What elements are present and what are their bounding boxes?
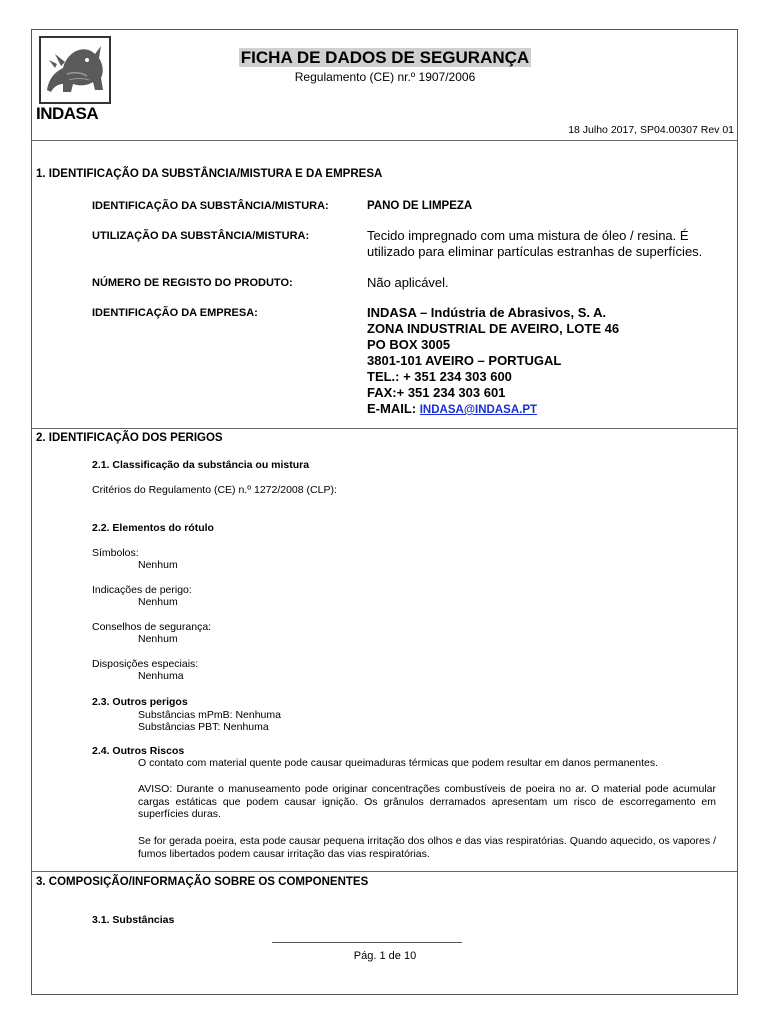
subsection-3-1-title: 3.1. Substâncias xyxy=(92,914,175,926)
section-1-divider xyxy=(31,428,738,429)
special-provisions-label: Disposições especiais: xyxy=(92,658,199,670)
value-substance-use: Tecido impregnado com uma mistura de óleo / resina. É utilizado para eliminar partículas estranhas de superfícies. xyxy=(367,228,703,259)
risk-paragraph-3: Se for gerada poeira, esta pode causar pequena irritação dos olhos e das vias respiratórias. Quando aquecido, os vapores / fumos libertados podem causar irritação das vias respiratórias. xyxy=(138,835,716,860)
hazard-statements-value: Nenhum xyxy=(138,596,178,608)
company-tel: TEL.: + 351 234 303 600 xyxy=(367,369,512,384)
company-pobox: PO BOX 3005 xyxy=(367,337,451,352)
section-3-heading: 3. COMPOSIÇÃO/INFORMAÇÃO SOBRE OS COMPONENTES xyxy=(36,876,369,888)
footer-divider xyxy=(272,942,462,943)
company-fax: FAX:+ 351 234 303 601 xyxy=(367,385,506,400)
company-address: ZONA INDUSTRIAL DE AVEIRO, LOTE 46 xyxy=(367,321,620,336)
subsection-2-2-title: 2.2. Elementos do rótulo xyxy=(92,522,214,534)
hazard-statements-label: Indicações de perigo: xyxy=(92,584,192,596)
header-divider xyxy=(31,140,738,141)
risk-paragraph-2: AVISO: Durante o manuseamento pode originar concentrações combustíveis de poeira no ar. O material pode acumular cargas estáticas que podem causar ignição. Os grânulos derramados apresentam um risco de escorregamento em superfícies duras. xyxy=(138,783,716,820)
pbt-substances: Substâncias PBT: Nenhuma xyxy=(138,721,269,733)
value-substance-id: PANO DE LIMPEZA xyxy=(367,200,473,212)
special-provisions-value: Nenhuma xyxy=(138,670,184,682)
label-substance-use: UTILIZAÇÃO DA SUBSTÂNCIA/MISTURA: xyxy=(92,230,310,242)
clp-criteria-text: Critérios do Regulamento (CE) n.º 1272/2008 (CLP): xyxy=(92,484,337,496)
risk-paragraph-1: O contato com material quente pode causar queimaduras térmicas que podem resultar em danos permanentes. xyxy=(138,757,659,769)
safety-advice-value: Nenhum xyxy=(138,633,178,645)
section-2-divider xyxy=(31,871,738,872)
vpvb-substances: Substâncias mPmB: Nenhuma xyxy=(138,709,281,721)
company-city: 3801-101 AVEIRO – PORTUGAL xyxy=(367,353,562,368)
regulation-subtitle: Regulamento (CE) nr.º 1907/2006 xyxy=(294,70,476,84)
label-substance-id: IDENTIFICAÇÃO DA SUBSTÂNCIA/MISTURA: xyxy=(92,200,329,212)
symbols-label: Símbolos: xyxy=(92,547,139,559)
subsection-2-4-title: 2.4. Outros Riscos xyxy=(92,745,185,757)
logo-text: INDASA xyxy=(36,104,99,123)
date-revision: 18 Julho 2017, SP04.00307 Rev 01 xyxy=(568,124,734,136)
symbols-value: Nenhum xyxy=(138,559,178,571)
section-1-heading: 1. IDENTIFICAÇÃO DA SUBSTÂNCIA/MISTURA E DA EMPRESA xyxy=(36,168,383,180)
company-email-row xyxy=(367,401,737,418)
title-text: FICHA DE DADOS DE SEGURANÇA xyxy=(240,48,530,67)
section-2-heading: 2. IDENTIFICAÇÃO DOS PERIGOS xyxy=(36,432,223,444)
company-name: INDASA – Indústria de Abrasivos, S. A. xyxy=(367,305,607,320)
email-label: E-MAIL: xyxy=(367,401,417,416)
label-registration-number: NÚMERO DE REGISTO DO PRODUTO: xyxy=(92,277,293,289)
subsection-2-3-title: 2.3. Outros perigos xyxy=(92,696,188,708)
label-company-id: IDENTIFICAÇÃO DA EMPRESA: xyxy=(92,307,258,319)
value-registration-number: Não aplicável. xyxy=(367,275,449,290)
company-block xyxy=(367,305,737,418)
email-link[interactable]: INDASA@INDASA.PT xyxy=(419,404,538,416)
page-number: Pág. 1 de 10 xyxy=(353,950,417,962)
document-title xyxy=(0,48,770,68)
subsection-2-1-title: 2.1. Classificação da substância ou mistura xyxy=(92,459,310,471)
safety-advice-label: Conselhos de segurança: xyxy=(92,621,212,633)
